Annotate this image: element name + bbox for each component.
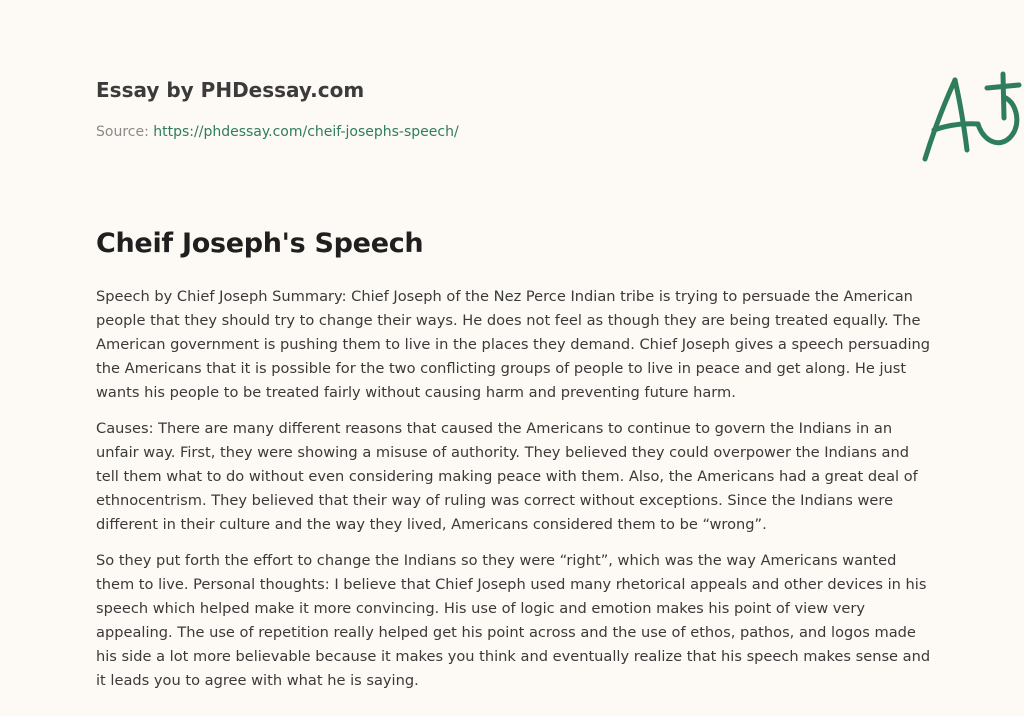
site-header (96, 77, 936, 141)
source-label: Source: (96, 124, 149, 140)
essay-paragraph: So they put forth the effort to change the Indians so they were “right”, which was the way Americans wanted them to live. Personal thoughts: I believe that Chief Joseph used many rhetorical appeals and other devices in his speech which helped make it more convincing. His use of logic and emotion makes his point of view very appealing. The use of repetition really helped get his point across and the use of ethos, pathos, and logos made his side a lot more believable because it makes you think and eventually realize that his speech makes sense and it leads you to agree with what he is saying. (96, 552, 931, 689)
essay-body (96, 285, 936, 705)
a-plus-grade-icon (920, 68, 1024, 164)
source-line (96, 123, 936, 141)
source-link[interactable]: https://phdessay.com/cheif-josephs-speech/ (153, 124, 459, 140)
essay-paragraph: Causes: There are many different reasons that caused the Americans to continue to govern the Indians in an unfair way. First, they were showing a misuse of authority. They believed they could overpower the Indians and tell them what to do without even considering making peace with them. Also, the Americans had a great deal of ethnocentrism. They believed that their way of ruling was correct without exceptions. Since the Indians were different in their culture and the way they lived, Americans considered them to be “wrong”. (96, 420, 918, 533)
essay-paragraph: Speech by Chief Joseph Summary: Chief Joseph of the Nez Perce Indian tribe is trying to persuade the American people that they should try to change their ways. He does not feel as though they are being treated equally. The American government is pushing them to live in the places they demand. Chief Joseph gives a speech persuading the Americans that it is possible for the two conflicting groups of people to live in peace and get along. He just wants his people to be treated fairly without causing harm and preventing future harm. (96, 288, 931, 401)
brand-title: Essay by PHDessay.com (96, 78, 365, 102)
essay-title: Cheif Joseph's Speech (96, 228, 424, 259)
